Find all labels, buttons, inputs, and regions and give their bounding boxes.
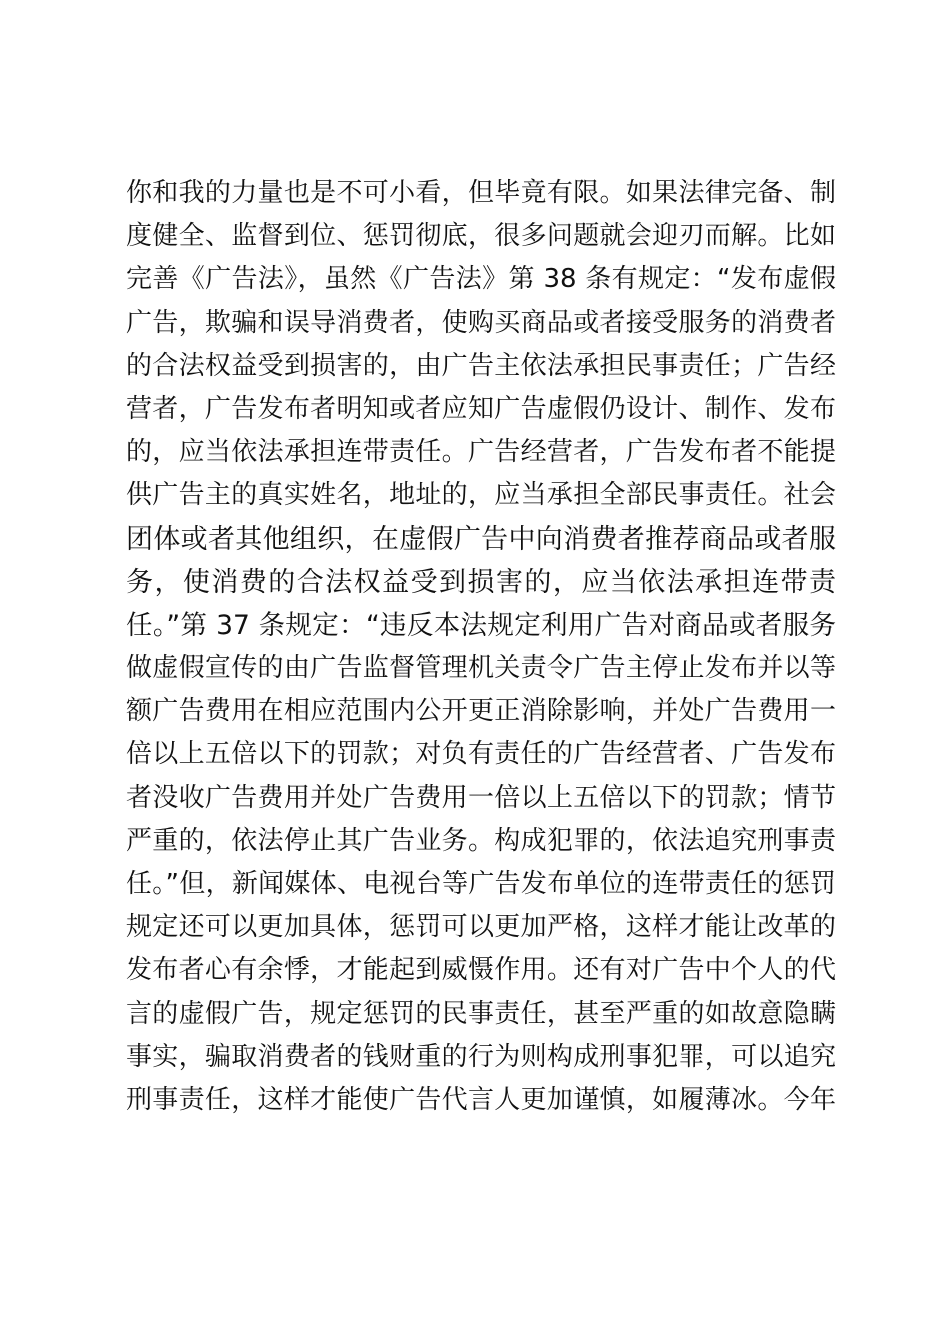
text-line: 的，应当依法承担连带责任。广告经营者，广告发布者不能提 [126,437,836,468]
text-line: 额广告费用在相应范围内公开更正消除影响，并处广告费用一 [126,696,836,727]
text-line: 供广告主的真实姓名，地址的，应当承担全部民事责任。社会 [126,480,836,511]
text-line: 完善《广告法》，虽然《广告法》第 38 条有规定：“发布虚假 [126,264,836,295]
text-line: 任。”第 37 条规定：“违反本法规定利用广告对商品或者服务 [126,609,836,641]
text-line: 严重的，依法停止其广告业务。构成犯罪的，依法追究刑事责 [126,825,836,856]
text-line: 广告，欺骗和误导消费者，使购买商品或者接受服务的消费者 [126,307,836,338]
text-line: 团体或者其他组织，在虚假广告中向消费者推荐商品或者服 [126,523,836,555]
text-line: 做虚假宣传的由广告监督管理机关责令广告主停止发布并以等 [126,653,836,684]
text-line: 任。”但，新闻媒体、电视台等广告发布单位的连带责任的惩罚 [126,869,836,899]
text-line: 刑事责任，这样才能使广告代言人更加谨慎，如履薄冰。今年 [126,1084,836,1115]
text-line: 事实，骗取消费者的钱财重的行为则构成刑事犯罪，可以追究 [126,1041,836,1072]
body-paragraph [126,172,836,1122]
text-line: 发布者心有余悸，才能起到威慑作用。还有对广告中个人的代 [126,955,836,986]
text-line: 你和我的力量也是不可小看，但毕竟有限。如果法律完备、制 [126,178,836,208]
text-line: 的合法权益受到损害的，由广告主依法承担民事责任；广告经 [126,350,836,381]
text-line: 规定还可以更加具体，惩罚可以更加严格，这样才能让改革的 [126,912,836,943]
text-line: 务，使消费的合法权益受到损害的，应当依法承担连带责 [126,566,836,598]
text-line: 者没收广告费用并处广告费用一倍以上五倍以下的罚款；情节 [126,782,836,813]
text-line: 度健全、监督到位、惩罚彻底，很多问题就会迎刃而解。比如 [126,221,836,252]
text-line: 营者，广告发布者明知或者应知广告虚假仍设计、制作、发布 [126,393,836,424]
text-line: 倍以上五倍以下的罚款；对负有责任的广告经营者、广告发布 [126,739,836,770]
text-line: 言的虚假广告，规定惩罚的民事责任，甚至严重的如故意隐瞒 [126,998,836,1029]
